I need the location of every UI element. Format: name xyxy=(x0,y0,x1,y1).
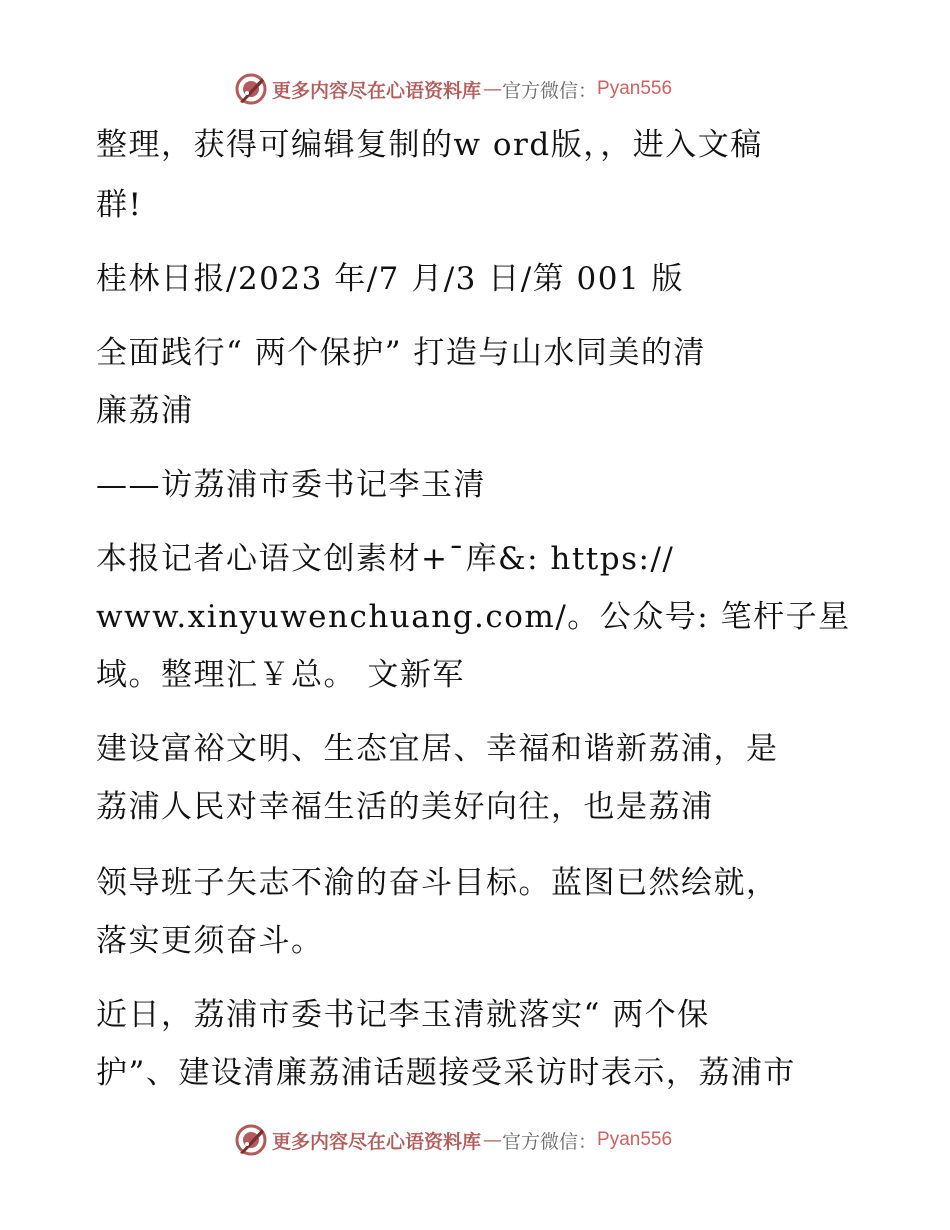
banner-separator: — xyxy=(483,78,501,100)
text-line: 荔浦人民对幸福生活的美好向往，也是荔浦 xyxy=(96,789,714,825)
text-line: 桂林日报/2023 年/7 月/3 日/第 001 版 xyxy=(96,261,685,297)
text-line: 近日，荔浦市委书记李玉清就落实“ 两个保 xyxy=(96,997,710,1033)
banner-wechat-label: 官方微信： xyxy=(502,79,598,102)
document-subtitle: ——访荔浦市委书记李玉清 xyxy=(96,467,486,503)
quill-seal-icon xyxy=(234,1123,268,1157)
footer-banner xyxy=(234,1123,672,1157)
text-line: 整理，获得可编辑复制的w ord版，，进入文稿 xyxy=(96,127,763,163)
text-line: 域。整理汇￥总。 文新军 xyxy=(96,657,465,693)
banner-separator: — xyxy=(483,1129,501,1151)
document-title: 全面践行“ 两个保护” 打造与山水同美的清 xyxy=(96,335,706,371)
text-line: 落实更须奋斗。 xyxy=(96,923,324,959)
document-title: 廉荔浦 xyxy=(96,393,194,429)
banner-wechat-id: Pyan556 xyxy=(597,78,673,99)
text-line: 建设富裕文明、生态宜居、幸福和谐新荔浦，是 xyxy=(96,731,779,767)
quill-seal-icon xyxy=(234,72,268,106)
text-line: 护”、建设清廉荔浦话题接受采访时表示，荔浦市 xyxy=(96,1055,796,1091)
text-line: 本报记者心语文创素材+¯库&: https:// xyxy=(96,541,675,577)
text-line: www.xinyuwenchuang.com/。公众号: 笔杆子星 xyxy=(96,599,851,635)
text-line: 领导班子矢志不渝的奋斗目标。蓝图已然绘就， xyxy=(96,865,779,901)
header-banner xyxy=(234,72,672,106)
banner-wechat-label: 官方微信： xyxy=(502,1130,598,1153)
banner-slogan: 更多内容尽在心语资料库 xyxy=(272,1130,482,1153)
banner-wechat-id: Pyan556 xyxy=(597,1129,673,1150)
banner-slogan: 更多内容尽在心语资料库 xyxy=(272,79,482,102)
text-line: 群! xyxy=(96,187,143,223)
